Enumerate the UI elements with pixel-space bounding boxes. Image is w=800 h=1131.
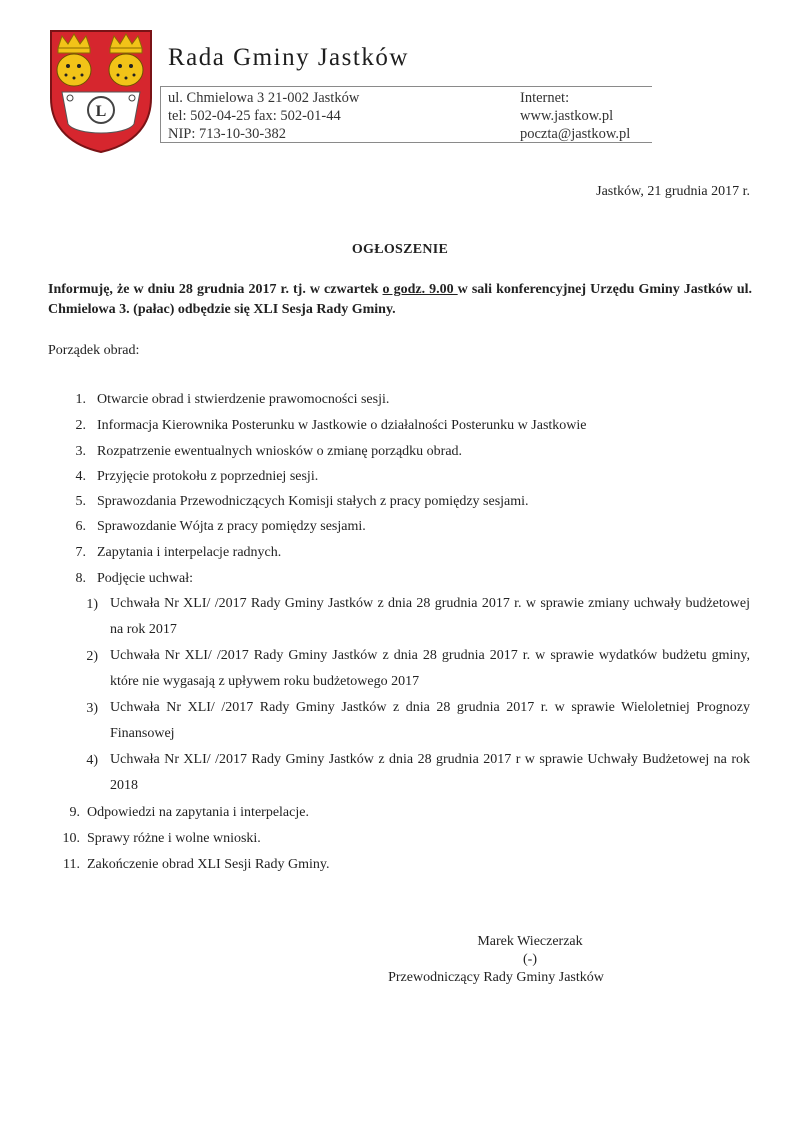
meeting-time: o godz. 9.00 xyxy=(382,282,458,297)
council-title: Rada Gminy Jastków xyxy=(168,44,409,71)
coat-of-arms-icon xyxy=(48,28,154,154)
resolution-item: Uchwała Nr XLI/ /2017 Rady Gminy Jastków z dnia 28 grudnia 2017 r w sprawie Uchwały Budżetowej na rok 2018 xyxy=(110,752,750,793)
internet-label: Internet: xyxy=(520,90,570,106)
svg-text:L: L xyxy=(95,103,107,120)
website-link[interactable]: www.jastkow.pl xyxy=(520,108,614,124)
address-line: ul. Chmielowa 3 21-002 Jastków xyxy=(168,90,360,106)
signatory-role: Przewodniczący Rady Gminy Jastków xyxy=(388,970,604,985)
resolution-number: 2) xyxy=(86,649,98,664)
announcement-heading: OGŁOSZENIE xyxy=(351,242,449,257)
email-link[interactable]: poczta@jastkow.pl xyxy=(520,126,631,142)
resolution-number: 3) xyxy=(86,701,98,716)
document-date: Jastków, 21 grudnia 2017 r. xyxy=(596,184,750,199)
resolution-number: 1) xyxy=(86,597,98,612)
nip-line: NIP: 713-10-30-382 xyxy=(168,126,287,142)
header-top-rule xyxy=(160,86,652,87)
resolution-number: 4) xyxy=(86,753,98,768)
resolution-item: Uchwała Nr XLI/ /2017 Rady Gminy Jastków z dnia 28 grudnia 2017 r. w sprawie wydatków budżetu gminy, które nie wygasają z upływem roku budżetowego 2017 xyxy=(110,648,750,689)
header-vertical-rule xyxy=(160,86,161,142)
announcement-intro: Informuję, że w dniu 28 grudnia 2017 r. tj. w czwartek o godz. 9.00 w sali konferencyjnej Urzędu Gminy Jastków ul. Chmielowa 3. (pałac) odbędzie się XLI Sesja Rady Gminy. xyxy=(48,282,752,317)
signatory-name: Marek Wieczerzak xyxy=(477,934,583,949)
resolution-item: Uchwała Nr XLI/ /2017 Rady Gminy Jastków z dnia 28 grudnia 2017 r. w sprawie zmiany uchwały budżetowej na rok 2017 xyxy=(110,596,750,637)
phone-line: tel: 502-04-25 fax: 502-01-44 xyxy=(168,108,341,124)
signature-mark: (-) xyxy=(523,952,537,967)
resolution-item: Uchwała Nr XLI/ /2017 Rady Gminy Jastków z dnia 28 grudnia 2017 r. w sprawie Wieloletniej Prognozy Finansowej xyxy=(110,700,750,741)
agenda-label: Porządek obrad: xyxy=(48,343,140,358)
